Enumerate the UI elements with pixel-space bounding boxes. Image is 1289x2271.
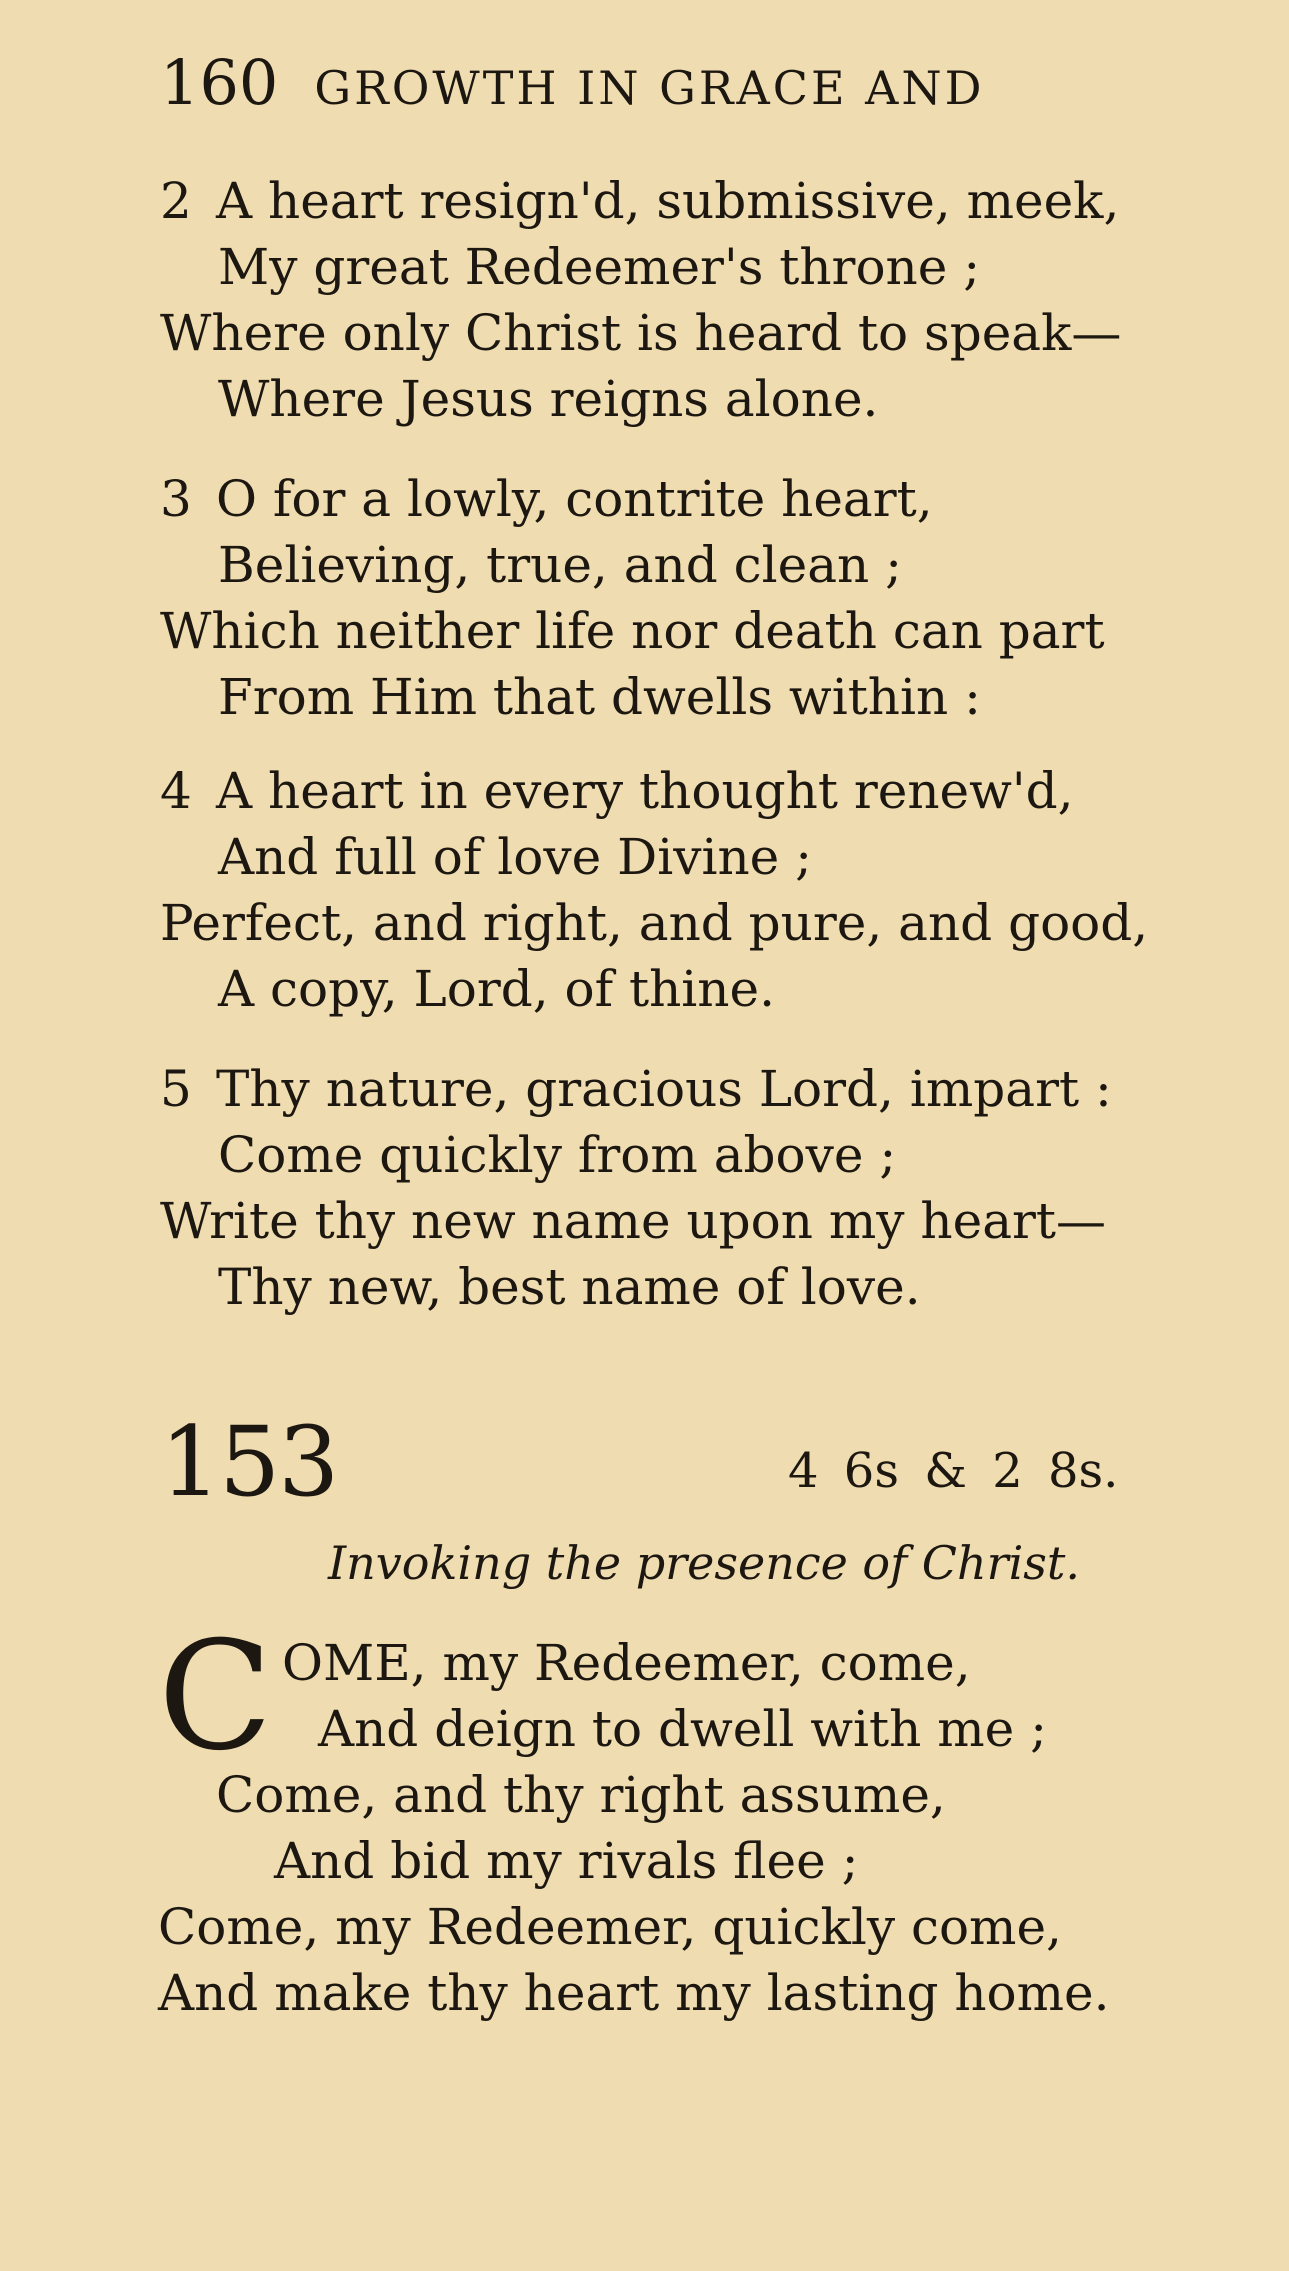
page-header [160,48,985,123]
verse-line: From Him that dwells within : [218,668,981,726]
hymn-number: 153 [160,1406,338,1518]
verse-number: 3 [160,470,192,528]
running-title: GROWTH IN GRACE AND [314,61,985,115]
drop-cap: C [158,1610,273,1784]
verse-line: Perfect, and right, and pure, and good, [160,894,1149,952]
hymn-meter: 4 6s & 2 8s. [788,1443,1119,1499]
verse-line: My great Redeemer's throne ; [218,238,981,296]
hymn-line: And make thy heart my lasting home. [158,1964,1110,2022]
verse-line: Come quickly from above ; [218,1126,897,1184]
verse-number: 4 [160,762,192,820]
verse-line: A copy, Lord, of thine. [218,960,775,1018]
hymn-line: OME, my Redeemer, come, [282,1634,971,1692]
hymn-line: And bid my rivals flee ; [274,1832,859,1890]
verse-line: Write thy new name upon my heart— [160,1192,1106,1250]
verse-line: Thy new, best name of love. [218,1258,921,1316]
hymn-line: Come, and thy right assume, [216,1766,946,1824]
page-number: 160 [160,46,279,119]
verse-number: 5 [160,1060,192,1118]
hymn-line: Come, my Redeemer, quickly come, [158,1898,1062,1956]
verse-line: Where Jesus reigns alone. [218,370,879,428]
verse-number: 2 [160,172,192,230]
verse-line: Where only Christ is heard to speak— [160,304,1122,362]
hymn-line: And deign to dwell with me ; [318,1700,1047,1758]
hymn-subtitle: Invoking the presence of Christ. [328,1536,1081,1590]
verse-line: 4 A heart in every thought renew'd, [160,758,1074,824]
verse-line: And full of love Divine ; [218,828,812,886]
verse-line: Believing, true, and clean ; [218,536,902,594]
verse-line: 3 O for a lowly, contrite heart, [160,466,933,532]
verse-line: 5 Thy nature, gracious Lord, impart : [160,1056,1112,1122]
verse-line: 2 A heart resign'd, submissive, meek, [160,168,1119,234]
verse-line: Which neither life nor death can part [160,602,1105,660]
